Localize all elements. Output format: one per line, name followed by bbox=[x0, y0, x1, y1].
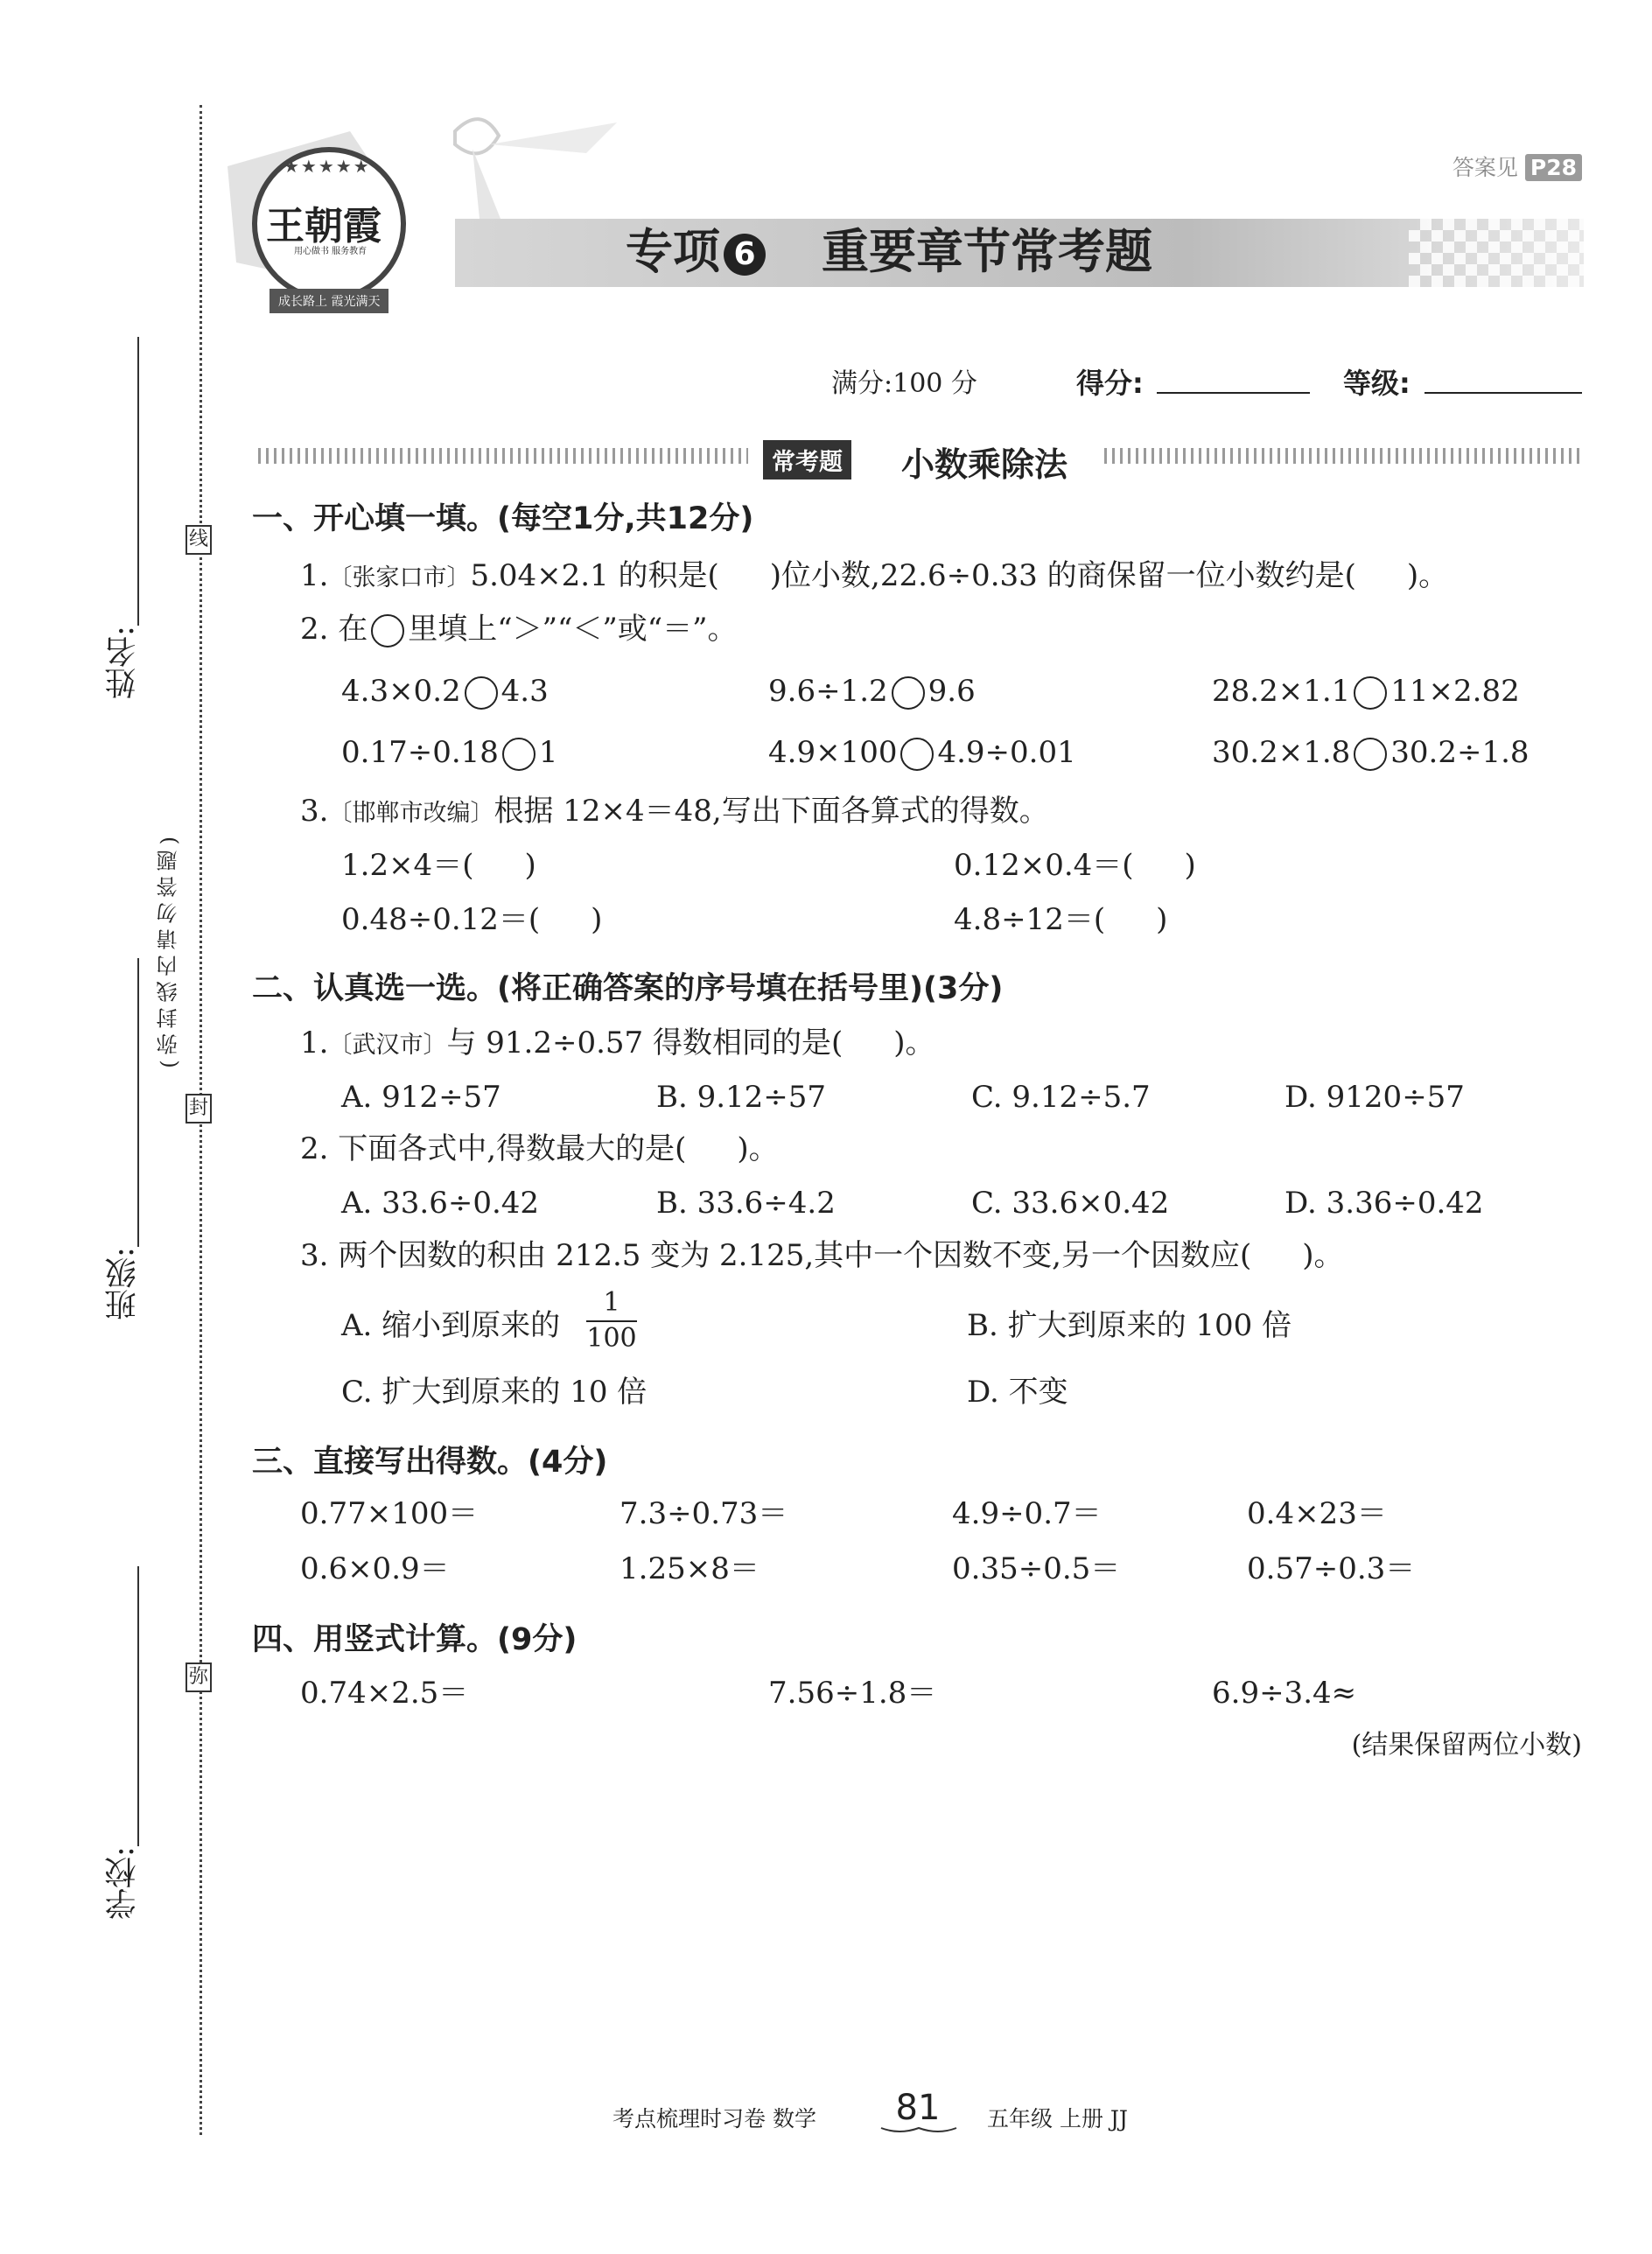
school-label: 学校: bbox=[105, 1846, 141, 1921]
calc-item: 1.25×8＝ bbox=[620, 1551, 760, 1586]
checker-pattern bbox=[1409, 219, 1584, 287]
name-label: 姓名: bbox=[105, 626, 141, 700]
part1-q1: 1.〔张家口市〕5.04×2.1 的积是( )位小数,22.6÷0.33 的商保留一位小数约是( )。 bbox=[300, 558, 1449, 593]
part1-heading: 一、开心填一填。(每空1分,共12分) bbox=[252, 501, 754, 536]
fraction bbox=[586, 1287, 637, 1354]
part2-q3: 3. 两个因数的积由 212.5 变为 2.125,其中一个因数不变,另一个因数应( )。 bbox=[300, 1238, 1344, 1273]
option-c: C. 扩大到原来的 10 倍 bbox=[341, 1375, 648, 1410]
rounding-note: (结果保留两位小数) bbox=[1351, 1730, 1582, 1760]
option-a: A. 33.6÷0.42 bbox=[341, 1186, 540, 1221]
seal-mark-seal: 封 bbox=[186, 1094, 212, 1124]
full-score: 满分:100 分 bbox=[831, 368, 977, 399]
calc-item: 0.6×0.9＝ bbox=[300, 1551, 450, 1586]
calc-item: 7.3÷0.73＝ bbox=[620, 1496, 788, 1531]
part1-q3: 3.〔邯郸市改编〕根据 12×4＝48,写出下面各算式的得数。 bbox=[300, 794, 1049, 829]
part1-q2: 2. 在 里填上“＞”“＜”或“＝”。 bbox=[300, 612, 738, 647]
vertical-calc-item: 7.56÷1.8＝ bbox=[768, 1676, 937, 1711]
fraction-bar bbox=[586, 1320, 637, 1322]
option-b: B. 9.12÷57 bbox=[656, 1080, 827, 1115]
q3-item-4: 4.8÷12＝( ) bbox=[954, 902, 1168, 937]
part3-heading: 三、直接写出得数。(4分) bbox=[252, 1445, 608, 1480]
compare-item-4: 0.17÷0.18 1 bbox=[341, 735, 558, 770]
vertical-calc-item: 6.9÷3.4≈ bbox=[1212, 1676, 1357, 1711]
calc-item: 0.57÷0.3＝ bbox=[1247, 1551, 1416, 1586]
book-icon bbox=[879, 2124, 958, 2137]
calc-item: 0.35÷0.5＝ bbox=[952, 1551, 1121, 1586]
option-c: C. 33.6×0.42 bbox=[971, 1186, 1170, 1221]
part2-heading: 二、认真选一选。(将正确答案的序号填在括号里)(3分) bbox=[252, 971, 1004, 1006]
compare-circle[interactable] bbox=[900, 738, 934, 771]
school-blank[interactable] bbox=[137, 1566, 139, 1846]
logo-name: 王朝霞 bbox=[266, 204, 382, 248]
vertical-calc-item: 0.74×2.5＝ bbox=[300, 1676, 469, 1711]
q3-item-2: 0.12×0.4＝( ) bbox=[954, 848, 1196, 883]
compare-item-6: 30.2×1.8 30.2÷1.8 bbox=[1212, 735, 1530, 770]
option-b: B. 33.6÷4.2 bbox=[656, 1186, 836, 1221]
footer-left: 考点梳理时习卷 数学 bbox=[612, 2106, 816, 2132]
title-number-badge: 6 bbox=[724, 234, 766, 276]
compare-item-5: 4.9×100 4.9÷0.01 bbox=[768, 735, 1076, 770]
grade-blank[interactable] bbox=[1424, 364, 1582, 394]
seal-mark-line: 线 bbox=[186, 525, 212, 555]
logo-stars: ★★★★★ bbox=[284, 156, 371, 177]
answer-reference: 答案见 P28 bbox=[1452, 150, 1582, 182]
banner-stripes-right bbox=[1104, 448, 1581, 464]
logo-badge bbox=[252, 147, 406, 301]
name-blank[interactable] bbox=[137, 337, 139, 626]
compare-circle[interactable] bbox=[892, 676, 925, 710]
calc-item: 4.9÷0.7＝ bbox=[952, 1496, 1102, 1531]
part4-heading: 四、用竖式计算。(9分) bbox=[252, 1622, 578, 1657]
score-label: 得分: bbox=[1076, 367, 1144, 400]
option-a: A. 912÷57 bbox=[341, 1080, 501, 1115]
q3-item-1: 1.2×4＝( ) bbox=[341, 848, 536, 883]
fraction-denominator: 100 bbox=[586, 1323, 637, 1354]
class-label: 班级: bbox=[105, 1247, 141, 1321]
banner-title: 小数乘除法 bbox=[901, 445, 1068, 484]
compare-item-2: 9.6÷1.2 9.6 bbox=[768, 674, 976, 709]
banner-stripes-left bbox=[258, 448, 748, 464]
score-blank[interactable] bbox=[1157, 364, 1310, 394]
compare-circle[interactable] bbox=[465, 676, 498, 710]
compare-circle[interactable] bbox=[502, 738, 536, 771]
option-a: A. 缩小到原来的 bbox=[341, 1308, 561, 1343]
option-b: B. 扩大到原来的 100 倍 bbox=[967, 1308, 1292, 1343]
grade-label: 等级: bbox=[1343, 367, 1410, 400]
fraction-numerator: 1 bbox=[603, 1287, 620, 1318]
part2-q2: 2. 下面各式中,得数最大的是( )。 bbox=[300, 1131, 779, 1166]
calc-item: 0.77×100＝ bbox=[300, 1496, 479, 1531]
logo-slogan: 成长路上 霞光满天 bbox=[270, 289, 388, 313]
compare-circle[interactable] bbox=[1354, 676, 1387, 710]
logo-motto: 用心做书 服务教育 bbox=[294, 247, 368, 256]
option-c: C. 9.12÷5.7 bbox=[971, 1080, 1151, 1115]
class-blank[interactable] bbox=[137, 958, 139, 1247]
calc-item: 0.4×23＝ bbox=[1247, 1496, 1387, 1531]
option-d: D. 不变 bbox=[967, 1375, 1068, 1410]
page-number: 81 bbox=[895, 2088, 941, 2128]
compare-item-3: 28.2×1.1 11×2.82 bbox=[1212, 674, 1520, 709]
part2-q1: 1.〔武汉市〕与 91.2÷0.57 得数相同的是( )。 bbox=[300, 1026, 935, 1060]
page-title: 专项 6 重要章节常考题 bbox=[626, 224, 1152, 279]
q3-item-3: 0.48÷0.12＝( ) bbox=[341, 902, 603, 937]
seal-mark-mi: 弥 bbox=[186, 1662, 212, 1692]
footer-right: 五年级 上册 JJ bbox=[987, 2106, 1128, 2132]
seal-notice: (弥封线内请勿答题) bbox=[157, 831, 181, 1068]
banner-tag: 常考题 bbox=[763, 440, 851, 480]
option-d: D. 9120÷57 bbox=[1284, 1080, 1465, 1115]
option-d: D. 3.36÷0.42 bbox=[1284, 1186, 1484, 1221]
compare-item-1: 4.3×0.2 4.3 bbox=[341, 674, 549, 709]
compare-circle[interactable] bbox=[1354, 738, 1387, 771]
circle-icon bbox=[371, 614, 404, 648]
